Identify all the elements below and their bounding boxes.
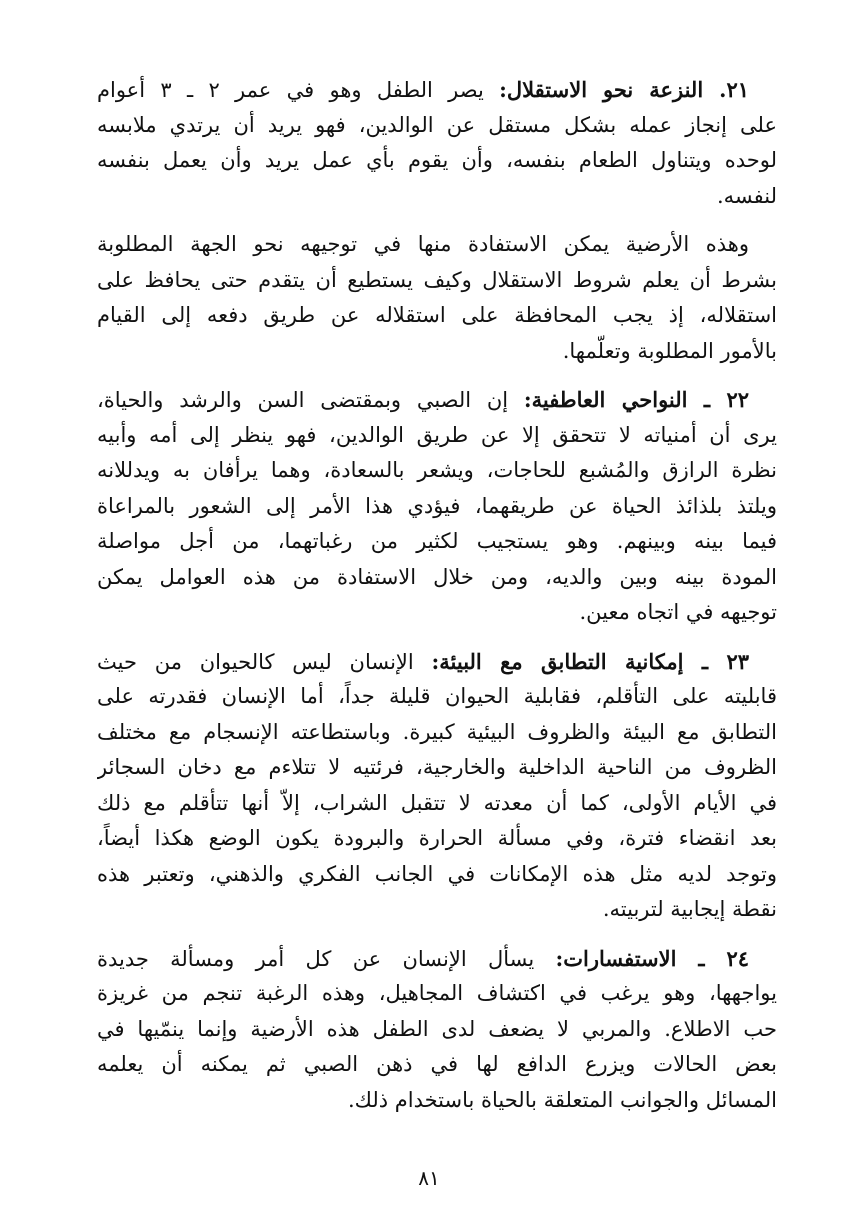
text-line: وهذه الأرضية يمكن الاستفادة منها في توجيهه نحو الجهة المطلوبة [97, 232, 749, 256]
text-line [97, 382, 777, 418]
section-24 [97, 941, 777, 1119]
text-line: يواجهها، وهو يرغب في اكتشاف المجاهيل، وهذه الرغبة تنجم من غريزة [97, 981, 777, 1005]
text-line: يرى أن أمنياته لا تتحقق إلا عن طريق الوالدين، فهو ينظر إلى أمه وأبيه [97, 422, 777, 447]
text-line: ويلتذ بلذائذ الحياة عن طريقهما، فيؤدي هذا الأمر إلى الشعور بالمراعاة [97, 493, 777, 518]
section-title: النزعة نحو الاستقلال: [499, 77, 704, 102]
section-22 [97, 382, 777, 631]
text-span: إن الصبي وبمقتضى السن والرشد والحياة، [97, 388, 524, 412]
section-title: إمكانية التطابق مع البيئة: [431, 648, 684, 674]
text-line: في الأيام الأولى، كما أن معدته لا تتقبل الشراب، إلاّ أنها تتأقلم مع ذلك [97, 790, 777, 815]
text-span: يسأل الإنسان عن كل أمر ومسألة جديدة [97, 946, 556, 971]
text-span: الإنسان ليس كالحيوان من حيث [97, 649, 432, 674]
text-line: حب الاطلاع. والمربي لا يضعف لدى الطفل هذه الأرضية وإنما ينمّيها في [97, 1016, 777, 1041]
text-line [97, 72, 777, 108]
page-body [97, 72, 777, 1131]
section-23 [97, 644, 777, 928]
text-line: الظروف من الناحية الداخلية والخارجية، فرئتيه لا تتلاءم مع دخان السجائر [97, 755, 777, 779]
text-line: لوحده ويتناول الطعام بنفسه، وأن يقوم بأي عمل يريد وأن يعمل بنفسه [97, 148, 777, 172]
text-line: نقطة إيجابية لتربيته. [602, 897, 777, 921]
section-number: ٢٢ ـ [703, 387, 750, 412]
paragraph-21-continued [97, 227, 777, 369]
text-line: المسائل والجوانب المتعلقة بالحياة باستخدام ذلك. [347, 1087, 777, 1112]
text-line: التطابق مع البيئة والظروف البيئية كبيرة. وباستطاعته الإنسجام مع مختلف [97, 719, 777, 744]
page-number: ٨١ [418, 1166, 440, 1190]
section-title: الاستفسارات: [555, 945, 677, 971]
text-span: يصر الطفل وهو في عمر ٢ ـ ٣ أعوام [97, 78, 500, 102]
text-line: استقلاله، إذ يجب المحافظة على استقلاله عن طريق دفعه إلى القيام [97, 303, 777, 327]
text-line: وتوجد لديه مثل هذه الإمكانات في الجانب الفكري والذهني، وتعتبر هذه [97, 861, 777, 886]
section-number: ٢٤ ـ [698, 945, 749, 971]
section-heading [555, 946, 749, 971]
text-line: لنفسه. [716, 183, 777, 208]
text-line: توجيهه في اتجاه معين. [579, 600, 777, 624]
text-line: فيما بينه وبينهم. وهو يستجيب لكثير من رغباتهما، من أجل مواصلة [97, 529, 777, 553]
text-line: بعد انقضاء فترة، وفي مسألة الحرارة والبرودة يكون الوضع هكذا أيضاً، [97, 826, 777, 850]
text-line [97, 644, 777, 680]
section-number: ٢٣ ـ [701, 648, 750, 674]
text-line: قابليته على التأقلم، فقابلية الحيوان قليلة جداً، أما الإنسان فقدرته على [97, 684, 777, 708]
text-line [97, 941, 777, 977]
section-title: النواحي العاطفية: [523, 387, 688, 412]
text-line: بعض الحالات ويزرع الدافع لها في ذهن الصبي ثم يمكنه أن يعلمه [97, 1052, 777, 1076]
section-heading [432, 649, 750, 674]
text-line: بشرط أن يعلم شروط الاستقلال وكيف يستطيع أن يتقدم حتى يحافظ على [97, 267, 777, 292]
text-line: بالأمور المطلوبة وتعلّمها. [562, 338, 777, 363]
section-heading [524, 387, 749, 412]
section-heading [499, 77, 749, 102]
section-number: ٢١. [719, 77, 749, 102]
text-line: نظرة الرازق والمُشبع للحاجات، ويشعر بالسعادة، وهما يرأفان به ويدللانه [97, 458, 777, 482]
text-line: المودة بينه وبين والديه، ومن خلال الاستفادة من هذه العوامل يمكن [97, 564, 777, 589]
section-21 [97, 72, 777, 214]
text-line: على إنجاز عمله بشكل مستقل عن الوالدين، فهو يريد أن يرتدي ملابسه [97, 112, 777, 137]
